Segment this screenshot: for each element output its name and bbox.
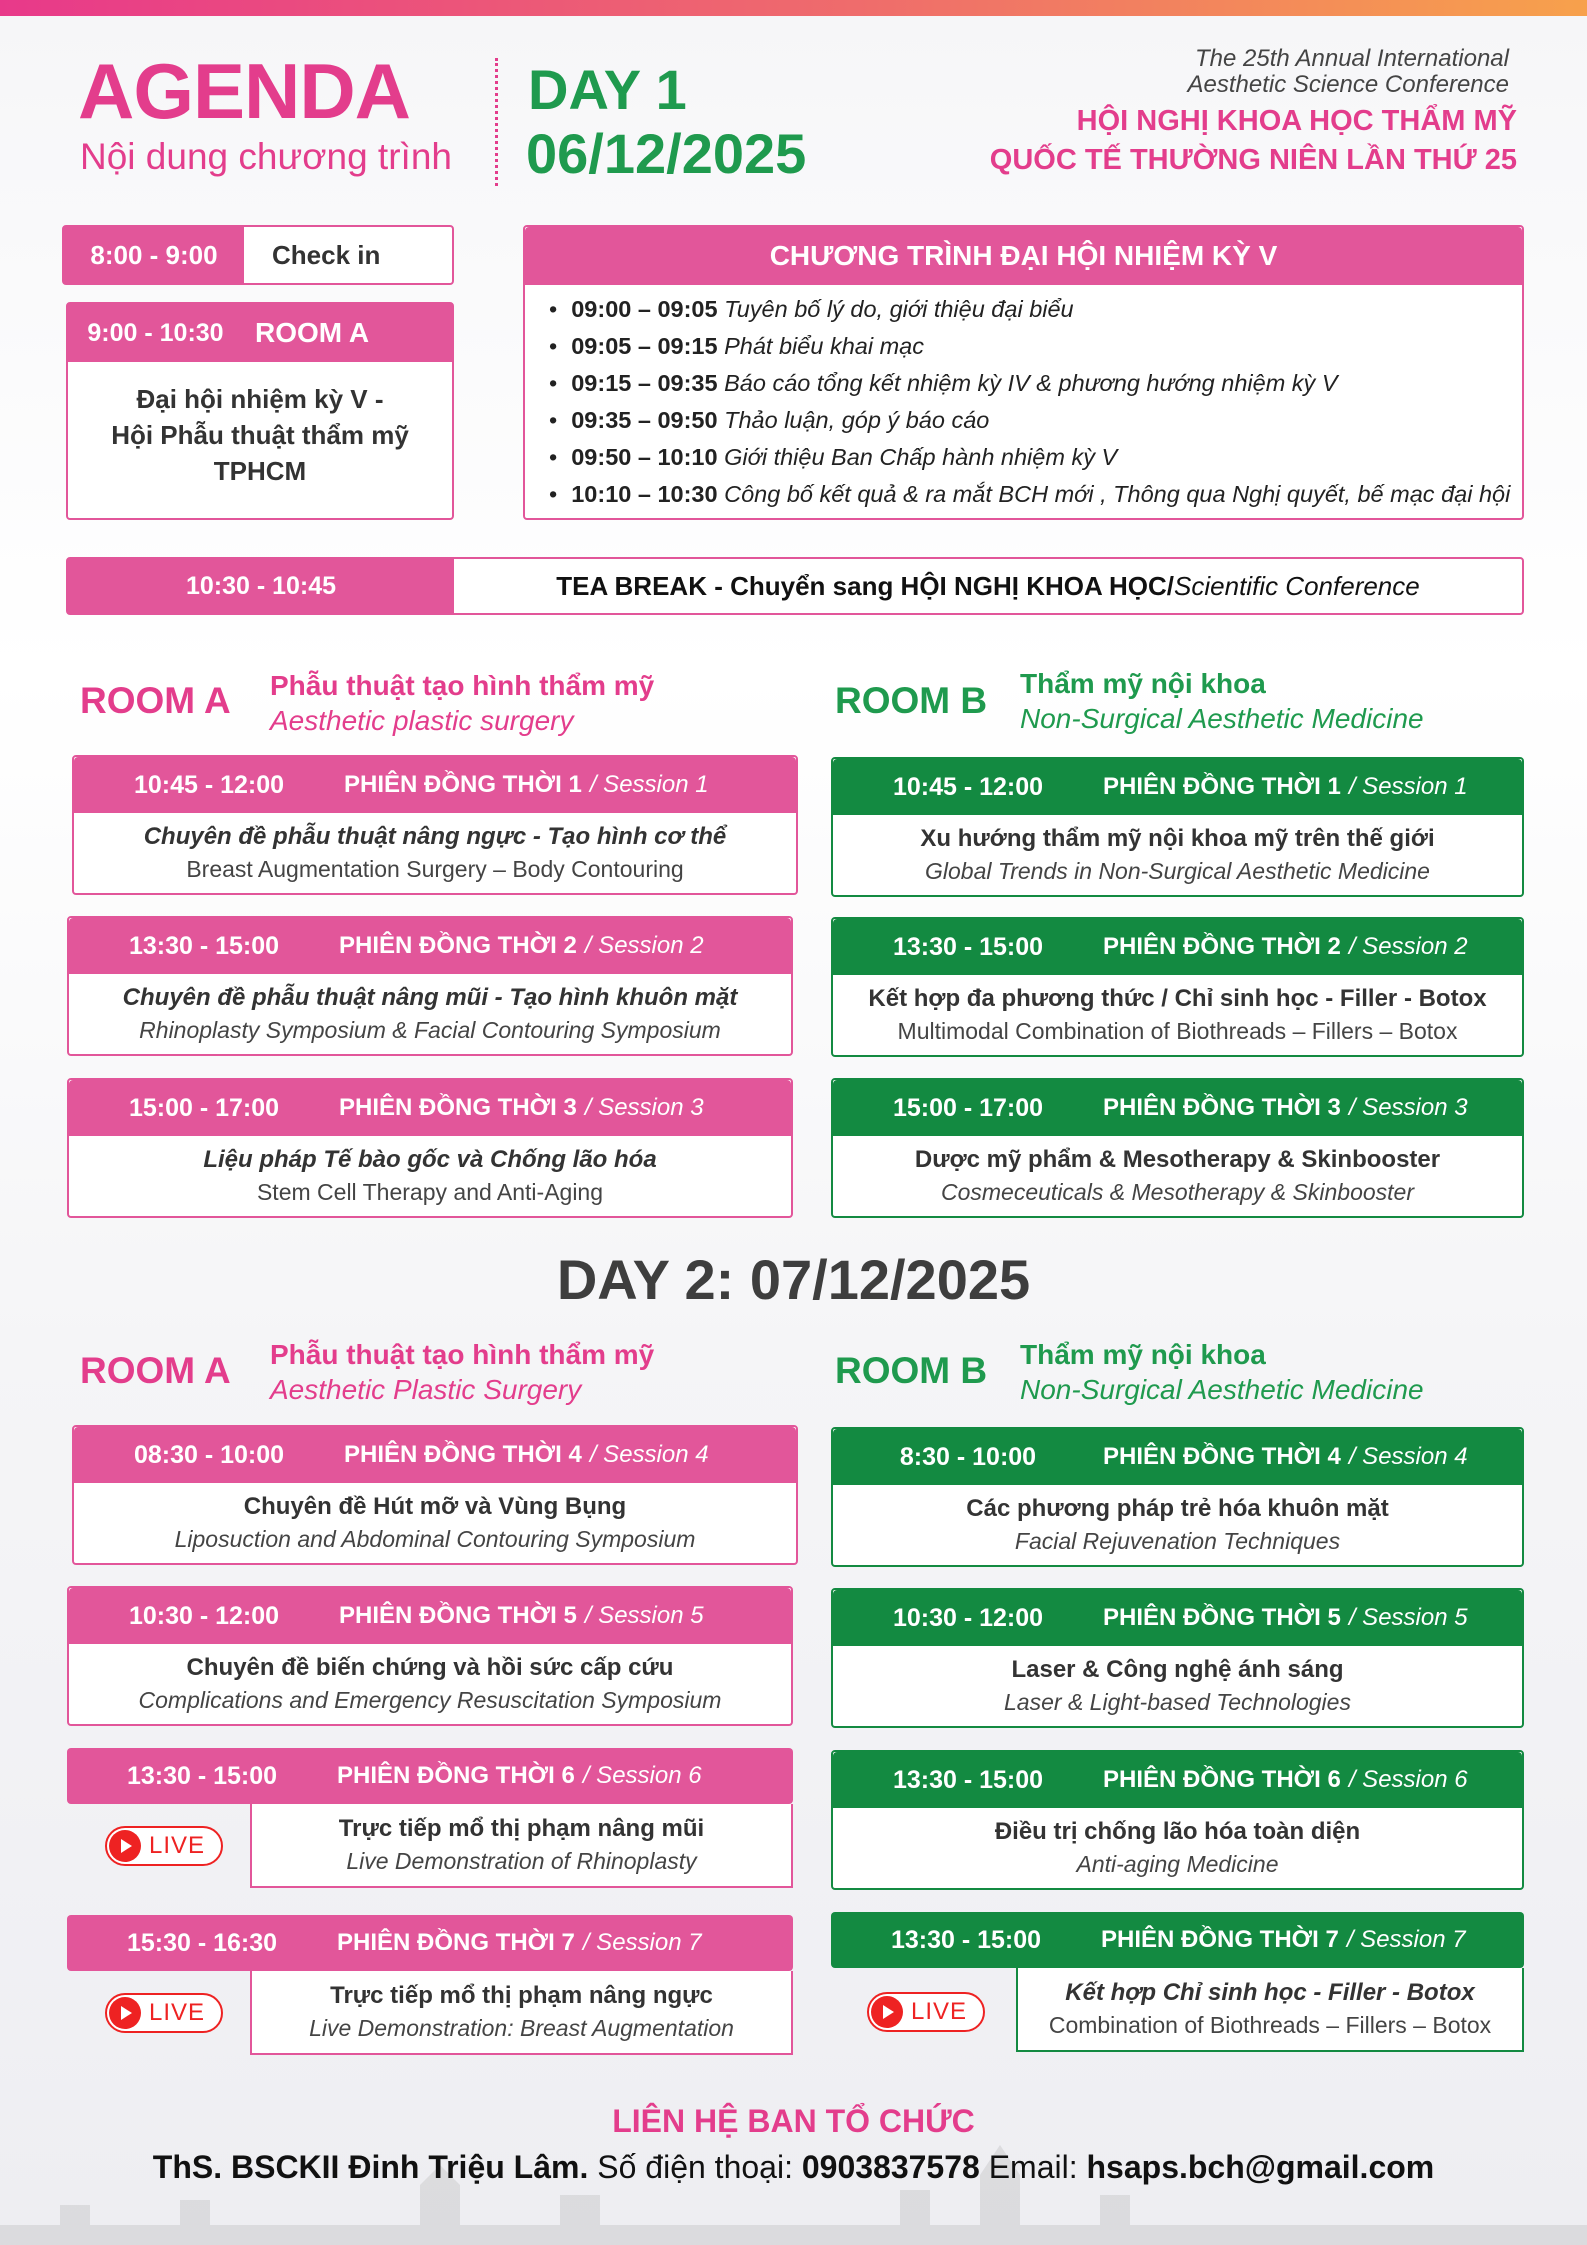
congress-room: ROOM A bbox=[255, 317, 370, 348]
day1-room-a-session-3 bbox=[67, 1078, 793, 1218]
day2-room-b-session-6 bbox=[831, 1750, 1524, 1890]
session-body: Chuyên đề Hút mỡ và Vùng Bụng Liposuction and Abdominal Contouring Symposium bbox=[174, 1493, 696, 1552]
play-icon bbox=[109, 1830, 141, 1862]
session-header: 13:30 - 15:00 PHIÊN ĐỒNG THỜI 7 / Session 7 bbox=[831, 1912, 1524, 1968]
list-item: • 09:15 – 09:35 Báo cáo tổng kết nhiệm kỳ IV & phương hướng nhiệm kỳ V bbox=[549, 365, 1522, 402]
day1-label: DAY 1 bbox=[528, 58, 687, 121]
session-header: 10:45 - 12:00 PHIÊN ĐỒNG THỜI 1 / Session 1 bbox=[74, 757, 796, 813]
live-button[interactable]: LIVE bbox=[105, 1826, 223, 1866]
session-header: 08:30 - 10:00 PHIÊN ĐỒNG THỜI 4 / Session 4 bbox=[74, 1427, 796, 1483]
session-header: 13:30 - 15:00 PHIÊN ĐỒNG THỜI 2 / Session 2 bbox=[69, 918, 791, 974]
checkin-row bbox=[62, 225, 454, 285]
day2-room-a-topic: Phẫu thuật tạo hình thẩm mỹ Aesthetic Plastic Surgery bbox=[270, 1339, 655, 1405]
day1-date: 06/12/2025 bbox=[526, 122, 807, 185]
day1-room-a-label: ROOM A bbox=[80, 680, 231, 721]
session-header: 10:30 - 12:00 PHIÊN ĐỒNG THỜI 5 / Session 5 bbox=[69, 1588, 791, 1644]
tea-break-row bbox=[66, 557, 1524, 615]
congress-room-a-card bbox=[66, 302, 454, 520]
day2-room-a-label: ROOM A bbox=[80, 1350, 231, 1391]
session-body: Chuyên đề phẫu thuật nâng ngực - Tạo hình cơ thể Breast Augmentation Surgery – Body Contouring bbox=[143, 823, 727, 882]
conference-en-line2: Aesthetic Science Conference bbox=[1187, 71, 1509, 99]
session-body: Trực tiếp mổ thị phạm nâng ngực Live Demonstration: Breast Augmentation bbox=[250, 1971, 793, 2055]
conference-en-line1: The 25th Annual International bbox=[1194, 45, 1509, 72]
header-divider bbox=[495, 58, 498, 186]
tea-break-label: TEA BREAK - Chuyển sang HỘI NGHỊ KHOA HỌC/ Scientific Conference bbox=[556, 570, 1420, 601]
conference-vn-line1: HỘI NGHỊ KHOA HỌC THẨM MỸ bbox=[1076, 105, 1517, 137]
session-header: 13:30 - 15:00 PHIÊN ĐỒNG THỜI 6 / Session 6 bbox=[67, 1748, 793, 1804]
session-body: Trực tiếp mổ thị phạm nâng mũi Live Demonstration of Rhinoplasty bbox=[250, 1804, 793, 1888]
day2-room-a-session-7 bbox=[67, 1915, 793, 2055]
day2-room-a-session-6 bbox=[67, 1748, 793, 1888]
day2-room-a-session-5 bbox=[67, 1586, 793, 1726]
session-header: 15:00 - 17:00 PHIÊN ĐỒNG THỜI 3 / Session 3 bbox=[833, 1080, 1522, 1136]
conference-vn-line2: QUỐC TẾ THƯỜNG NIÊN LẦN THỨ 25 bbox=[989, 144, 1517, 177]
tea-break-time: 10:30 - 10:45 bbox=[68, 559, 454, 613]
session-header: 8:30 - 10:00 PHIÊN ĐỒNG THỜI 4 / Session 4 bbox=[833, 1429, 1522, 1485]
checkin-label: Check in bbox=[272, 239, 381, 270]
conference-title-en bbox=[909, 46, 1509, 99]
session-body: Dược mỹ phẩm & Mesotherapy & Skinbooster Cosmeceuticals & Mesotherapy & Skinbooster bbox=[914, 1146, 1441, 1205]
day2-title: DAY 2: 07/12/2025 bbox=[556, 1248, 1031, 1311]
day1-room-a-session-1 bbox=[72, 755, 798, 895]
day2-room-b-topic: Thẩm mỹ nội khoa Non-Surgical Aesthetic Medicine bbox=[1020, 1339, 1424, 1405]
congress-line1: Đại hội nhiệm kỳ V - bbox=[136, 384, 384, 414]
list-item: • 09:35 – 09:50 Thảo luận, góp ý báo cáo bbox=[549, 402, 1522, 439]
day1-room-b-session-1 bbox=[831, 757, 1524, 897]
congress-room-a-description bbox=[68, 362, 452, 490]
email-label: Email: bbox=[979, 2149, 1087, 2185]
congress-time: 9:00 - 10:30 bbox=[87, 318, 224, 347]
congress-line2: Hội Phẫu thuật thẩm mỹ bbox=[111, 419, 409, 450]
play-icon bbox=[109, 1997, 141, 2029]
agenda-title: AGENDA bbox=[78, 47, 411, 135]
phone-label: Số điện thoại: bbox=[588, 2149, 802, 2185]
day1-room-b-session-3 bbox=[831, 1078, 1524, 1218]
day1-room-a-session-2 bbox=[67, 916, 793, 1056]
day1-room-a-topic: Phẫu thuật tạo hình thẩm mỹ Aesthetic plastic surgery bbox=[270, 670, 655, 736]
list-item: • 09:50 – 10:10 Giới thiệu Ban Chấp hành nhiệm kỳ V bbox=[549, 439, 1522, 476]
session-header: 13:30 - 15:00 PHIÊN ĐỒNG THỜI 6 / Session 6 bbox=[833, 1752, 1522, 1808]
list-item: • 09:05 – 09:15 Phát biểu khai mạc bbox=[549, 328, 1522, 365]
agenda-subtitle: Nội dung chương trình bbox=[80, 136, 452, 177]
day2-room-b-session-5 bbox=[831, 1588, 1524, 1728]
congress-program-list bbox=[525, 285, 1522, 513]
conference-title-vn bbox=[817, 102, 1517, 180]
session-body: Xu hướng thẩm mỹ nội khoa mỹ trên thế giới Global Trends in Non-Surgical Aesthetic Medicine bbox=[920, 825, 1435, 884]
contact-phone[interactable]: 0903837578 bbox=[801, 2149, 980, 2185]
session-body: Các phương pháp trẻ hóa khuôn mặt Facial Rejuvenation Techniques bbox=[966, 1495, 1389, 1554]
day2-room-b-label: ROOM B bbox=[835, 1350, 988, 1391]
session-header: 15:30 - 16:30 PHIÊN ĐỒNG THỜI 7 / Session 7 bbox=[67, 1915, 793, 1971]
top-gradient-bar bbox=[0, 0, 1587, 16]
session-body: Liệu pháp Tế bào gốc và Chống lão hóa Stem Cell Therapy and Anti-Aging bbox=[203, 1146, 657, 1205]
day1-room-b-topic: Thẩm mỹ nội khoa Non-Surgical Aesthetic Medicine bbox=[1020, 668, 1424, 734]
contact-email[interactable]: hsaps.bch@gmail.com bbox=[1086, 2149, 1435, 2185]
checkin-time: 8:00 - 9:00 bbox=[64, 227, 244, 283]
session-body: Điều trị chống lão hóa toàn diện Anti-aging Medicine bbox=[994, 1818, 1361, 1877]
congress-program-card bbox=[523, 225, 1524, 520]
list-item: • 09:00 – 09:05 Tuyên bố lý do, giới thiệu đại biểu bbox=[549, 291, 1522, 328]
session-header: 10:45 - 12:00 PHIÊN ĐỒNG THỜI 1 / Session 1 bbox=[833, 759, 1522, 815]
day2-room-b-session-7 bbox=[831, 1912, 1524, 2052]
session-header: 10:30 - 12:00 PHIÊN ĐỒNG THỜI 5 / Session 5 bbox=[833, 1590, 1522, 1646]
session-body: Chuyên đề biến chứng và hồi sức cấp cứu Complications and Emergency Resuscitation Symposium bbox=[138, 1654, 722, 1713]
day1-room-b-label: ROOM B bbox=[835, 680, 988, 721]
day2-room-a-session-4 bbox=[72, 1425, 798, 1565]
session-header: 15:00 - 17:00 PHIÊN ĐỒNG THỜI 3 / Session 3 bbox=[69, 1080, 791, 1136]
congress-line3: TPHCM bbox=[213, 455, 307, 486]
session-body: Chuyên đề phẫu thuật nâng mũi - Tạo hình khuôn mặt Rhinoplasty Symposium & Facial Contouring Symposium bbox=[122, 984, 738, 1043]
play-icon bbox=[871, 1996, 903, 2028]
contact-name: ThS. BSCKII Đinh Triệu Lâm. bbox=[152, 2149, 589, 2185]
day2-room-b-session-4 bbox=[831, 1427, 1524, 1567]
live-button[interactable]: LIVE bbox=[105, 1993, 223, 2033]
session-body: Kết hợp đa phương thức / Chỉ sinh học - Filler - Botox Multimodal Combination of Biothreads – Fillers – Botox bbox=[868, 985, 1487, 1044]
session-body: Kết hợp Chỉ sinh học - Filler - Botox Combination of Biothreads – Fillers – Botox bbox=[1016, 1968, 1524, 2052]
session-body: Laser & Công nghệ ánh sáng Laser & Light-based Technologies bbox=[1004, 1656, 1351, 1715]
contact-line bbox=[0, 2149, 1587, 2186]
contact-title: LIÊN HỆ BAN TỔ CHỨC bbox=[612, 2103, 975, 2139]
session-header: 13:30 - 15:00 PHIÊN ĐỒNG THỜI 2 / Session 2 bbox=[833, 919, 1522, 975]
day1-room-b-session-2 bbox=[831, 917, 1524, 1057]
live-button[interactable]: LIVE bbox=[867, 1992, 985, 2032]
list-item: • 10:10 – 10:30 Công bố kết quả & ra mắt BCH mới , Thông qua Nghị quyết, bế mạc đại hội bbox=[549, 476, 1522, 513]
congress-program-title: CHƯƠNG TRÌNH ĐẠI HỘI NHIỆM KỲ V bbox=[525, 227, 1522, 285]
congress-room-a-header bbox=[68, 304, 452, 362]
